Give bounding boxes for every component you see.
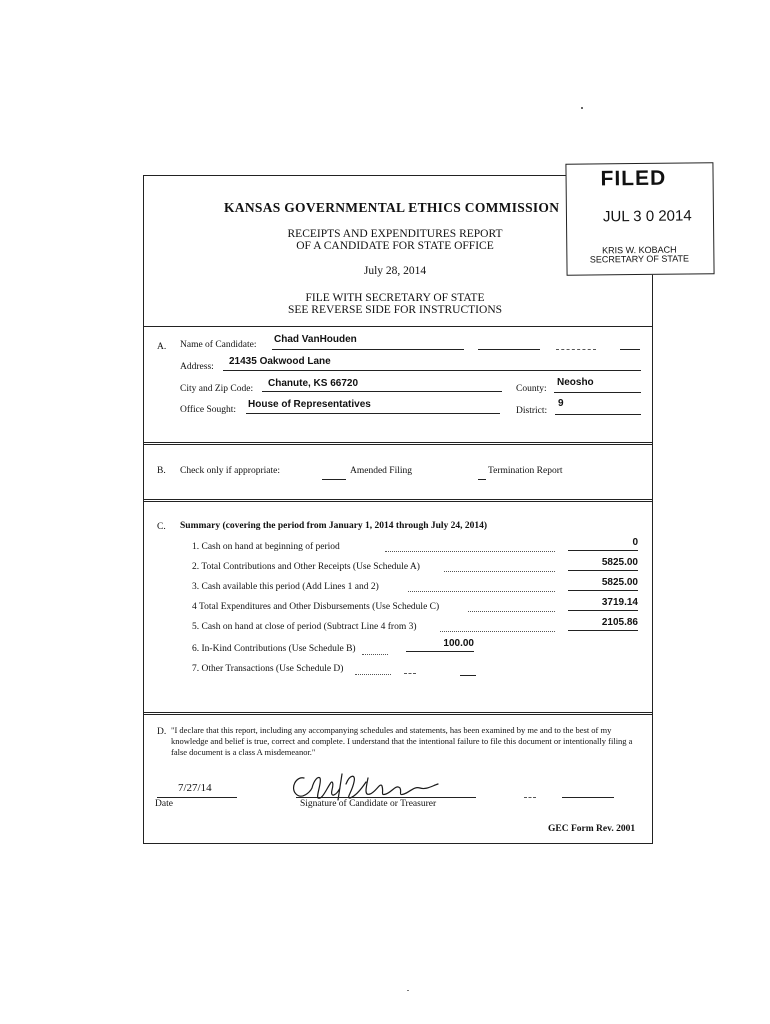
candidate-name-line-4	[620, 336, 640, 350]
section-b-letter: B.	[157, 466, 166, 476]
form-revision: GEC Form Rev. 2001	[548, 824, 636, 834]
date-label: Date	[155, 799, 173, 809]
district-label: District:	[516, 406, 548, 416]
summary-line-3-value: 5825.00	[568, 577, 638, 591]
section-a-divider	[143, 442, 653, 443]
summary-line-5-value: 2105.86	[568, 617, 638, 631]
scan-speck	[407, 990, 409, 991]
summary-line-1-leader	[385, 538, 555, 552]
other-transactions-label: 7. Other Transactions (Use Schedule D)	[192, 664, 344, 674]
summary-line-1-value: 0	[568, 537, 638, 551]
summary-line-3-label: 3. Cash available this period (Add Lines 1 and 2)	[192, 582, 379, 592]
stamp-filed-text: FILED	[600, 166, 667, 191]
summary-line-1-label: 1. Cash on hand at beginning of period	[192, 542, 340, 552]
amended-filing-checkbox-line[interactable]	[322, 466, 346, 480]
address-value: 21435 Oakwood Lane	[229, 356, 331, 367]
frame-bottom	[143, 843, 653, 844]
header-divider	[143, 326, 653, 327]
section-c-divider-2	[143, 714, 653, 715]
other-transactions-blank	[404, 660, 416, 674]
signature-line-3	[562, 784, 614, 798]
candidate-name-line-2	[478, 336, 540, 350]
summary-line-3-leader	[408, 578, 555, 592]
signature-label: Signature of Candidate or Treasurer	[300, 799, 437, 809]
stamp-official	[581, 245, 697, 264]
other-transactions-leader	[355, 661, 391, 675]
section-a-divider-2	[143, 444, 653, 445]
report-line-2: OF A CANDIDATE FOR STATE OFFICE	[296, 240, 494, 252]
summary-line-5-label: 5. Cash on hand at close of period (Subtract Line 4 from 3)	[192, 622, 417, 632]
date-value: 7/27/14	[178, 782, 212, 794]
office-sought-value: House of Representatives	[248, 399, 371, 410]
stamp-date: JUL 3 0 2014	[602, 207, 692, 226]
file-instruction-1: FILE WITH SECRETARY OF STATE	[305, 292, 485, 304]
other-transactions-value-line	[460, 662, 476, 676]
section-c-letter: C.	[157, 522, 166, 532]
candidate-name-value: Chad VanHouden	[274, 334, 357, 345]
summary-line-4-label: 4 Total Expenditures and Other Disbursements (Use Schedule C)	[192, 602, 440, 612]
termination-checkbox-line[interactable]	[478, 466, 486, 480]
summary-line-4-leader	[468, 598, 555, 612]
commission-title: KANSAS GOVERNMENTAL ETHICS COMMISSION	[224, 200, 560, 215]
amended-filing-label: Amended Filing	[350, 466, 413, 476]
file-instruction-2: SEE REVERSE SIDE FOR INSTRUCTIONS	[287, 304, 503, 316]
report-line-1: RECEIPTS AND EXPENDITURES REPORT	[287, 228, 503, 240]
section-d-letter: D.	[157, 727, 167, 737]
summary-heading: Summary (covering the period from January 1, 2014 through July 24, 2014)	[180, 521, 488, 531]
county-label: County:	[516, 384, 547, 394]
frame-left	[143, 175, 144, 843]
summary-line-2-value: 5825.00	[568, 557, 638, 571]
summary-line-5-leader	[440, 618, 555, 632]
check-appropriate-label: Check only if appropriate:	[180, 466, 280, 476]
inkind-leader	[362, 641, 388, 655]
report-date: July 28, 2014	[363, 265, 427, 277]
frame-top	[143, 175, 569, 176]
district-line	[555, 401, 641, 415]
summary-line-4-value: 3719.14	[568, 597, 638, 611]
stamp-office: SECRETARY OF STATE	[589, 253, 690, 265]
stamp-official-name: KRIS W. KOBACH	[602, 244, 677, 256]
candidate-name-line-3	[556, 336, 596, 350]
summary-line-2-leader	[444, 558, 555, 572]
declaration-text: "I declare that this report, including any accompanying schedules and statements, has been examined by me and to the best of my knowledge and belief is true, correct and complete. I understand that the intentional failure to file this document or intentionally filing a false document is a class A misdemeanor."	[171, 725, 633, 757]
address-label: Address:	[180, 362, 214, 372]
section-b-divider-2	[143, 501, 653, 502]
frame-right	[652, 268, 653, 843]
filed-stamp	[565, 162, 714, 276]
signature-line-2	[524, 784, 536, 798]
section-c-divider	[143, 712, 653, 713]
city-zip-value: Chanute, KS 66720	[268, 378, 359, 389]
candidate-name-label: Name of Candidate:	[180, 340, 257, 350]
inkind-value: 100.00	[406, 638, 474, 652]
termination-report-label: Termination Report	[488, 466, 563, 476]
county-value: Neosho	[557, 377, 594, 388]
summary-line-2-label: 2. Total Contributions and Other Receipts (Use Schedule A)	[192, 562, 420, 572]
district-value: 9	[558, 398, 564, 409]
section-a-letter: A.	[157, 342, 167, 352]
scan-speck	[581, 107, 583, 109]
section-b-divider	[143, 499, 653, 500]
city-zip-label: City and Zip Code:	[180, 384, 254, 394]
office-sought-label: Office Sought:	[180, 405, 237, 415]
inkind-label: 6. In-Kind Contributions (Use Schedule B)	[192, 644, 356, 654]
